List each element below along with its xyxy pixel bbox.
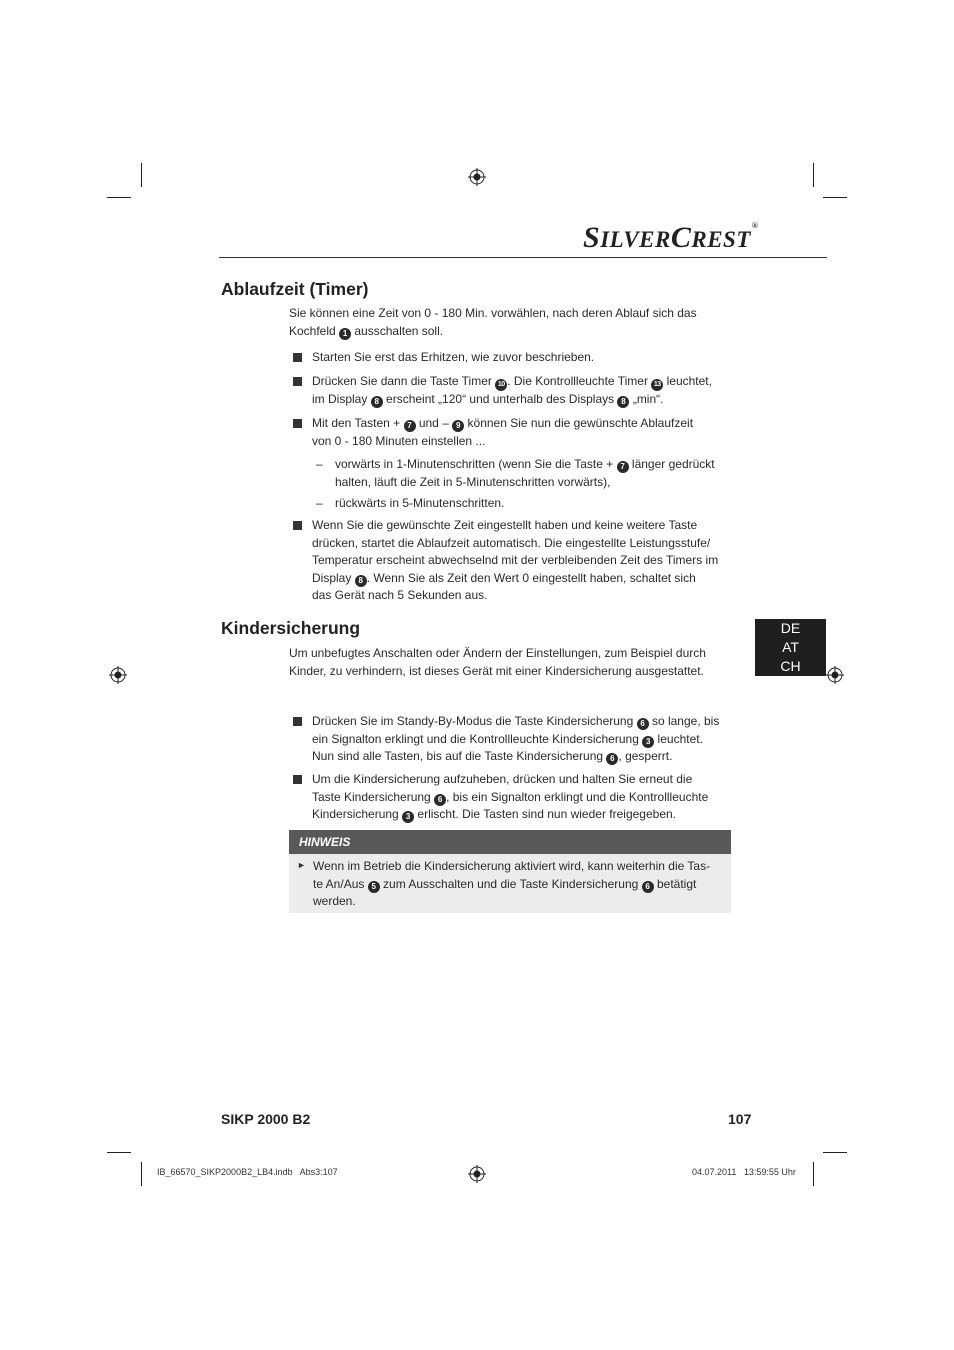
print-slug-date: 04.07.2011 13:59:55 Uhr (692, 1167, 796, 1177)
ref-number-icon: 7 (404, 420, 416, 432)
bullet-item: Starten Sie erst das Erhitzen, wie zuvor beschrieben. (289, 349, 731, 367)
bullet-item: Wenn Sie die gewünschte Zeit eingestellt haben und keine weitere Taste drücken, startet die Ablaufzeit automatisch. Die eingestellte Leistungsstufe/ Temperatur erscheint abwechselnd mit der verbleibenden Zeit des Timers im Display 8 . Wenn Sie als Zeit den Wert 0 eingestellt haben, schaltet sich das Gerät nach 5 Sekunden aus. (289, 517, 731, 605)
footer-model: SIKP 2000 B2 (221, 1111, 311, 1127)
bullet-square-icon (293, 775, 302, 784)
section-heading-timer: Ablaufzeit (Timer) (221, 279, 369, 299)
ref-number-icon: 9 (452, 420, 464, 432)
section-heading-child-lock: Kindersicherung (221, 618, 361, 638)
ref-number-icon: 6 (642, 881, 654, 893)
registration-mark-icon (826, 666, 844, 684)
child-lock-intro: Um unbefugtes Anschalten oder Ändern der Einstellungen, zum Beispiel durch Kinder, zu verhindern, ist dieses Gerät mit einer Kindersicherung ausgestattet. (289, 646, 706, 678)
bullet-item: Um die Kindersicherung aufzuheben, drücken und halten Sie erneut die Taste Kindersicherung 6 , bis ein Signalton erklingt und die Kontrollleuchte Kindersicherung 3 erlischt. Die Tasten sind nun wieder freigegeben. (289, 771, 731, 824)
bullet-square-icon (293, 419, 302, 428)
bullet-square-icon (293, 521, 302, 530)
ref-number-icon: 10 (495, 379, 507, 391)
header-rule (219, 257, 827, 258)
registration-mark-icon (468, 1165, 486, 1183)
bullet-item: Mit den Tasten + 7 und – 9 können Sie nun die gewünschte Ablaufzeit von 0 - 180 Minuten einstellen ... (289, 415, 731, 450)
ref-number-icon: 8 (355, 575, 367, 587)
ref-number-icon: 8 (371, 396, 383, 408)
ref-number-icon: 8 (617, 396, 629, 408)
crop-mark (141, 1162, 142, 1186)
dash-marker: – (316, 496, 323, 510)
bullet-item: Drücken Sie im Standy-By-Modus die Taste Kindersicherung 6 so lange, bis ein Signalton erklingt und die Kontrollleuchte Kindersicherung 3 leuchtet. Nun sind alle Tasten, bis auf die Taste Kindersicherung 6 , gesperrt. (289, 713, 731, 766)
ref-number-icon: 6 (606, 753, 618, 765)
bullet-item: Drücken Sie dann die Taste Timer 10 . Die Kontrollleuchte Timer 13 leuchtet, im Display 8 erscheint „120“ und unterhalb des Displays 8 „min“. (289, 373, 731, 409)
brand-logo: SILVERCREST® (583, 221, 759, 254)
crop-mark (141, 163, 142, 187)
ref-number-icon: 3 (642, 736, 654, 748)
page-number: 107 (728, 1111, 752, 1127)
timer-intro: Sie können eine Zeit von 0 - 180 Min. vorwählen, nach deren Ablauf sich das Kochfeld 1 ausschalten soll. (289, 306, 697, 338)
note-header (289, 830, 731, 854)
registration-mark-icon (468, 168, 486, 186)
crop-mark (813, 163, 814, 187)
crop-mark (813, 1162, 814, 1186)
arrow-right-icon: ► (297, 860, 306, 870)
crop-mark (823, 197, 847, 198)
registration-mark-icon (109, 666, 127, 684)
ref-number-icon: 6 (434, 794, 446, 806)
crop-mark (823, 1152, 847, 1153)
dash-item: – rückwärts in 5-Minutenschritten. (316, 495, 730, 513)
bullet-square-icon (293, 717, 302, 726)
note-body: ► Wenn im Betrieb die Kindersicherung aktiviert wird, kann weiterhin die Tas- te An/Aus 5 zum Ausschalten und die Taste Kindersicherung 6 betätigt werden. (289, 854, 731, 913)
print-slug-file: IB_66570_SIKP2000B2_LB4.indb Abs3:107 (157, 1167, 338, 1177)
dash-marker: – (316, 457, 323, 471)
language-tab: DE AT CH (755, 619, 826, 676)
ref-number-icon: 6 (637, 718, 649, 730)
ref-number-icon: 5 (368, 881, 380, 893)
ref-number-icon: 7 (617, 461, 629, 473)
note-title: HINWEIS (299, 835, 351, 849)
ref-number-icon: 3 (402, 811, 414, 823)
ref-number-icon: 13 (651, 379, 663, 391)
crop-mark (107, 1152, 131, 1153)
crop-mark (107, 197, 131, 198)
bullet-square-icon (293, 377, 302, 386)
dash-item: – vorwärts in 1-Minutenschritten (wenn Sie die Taste + 7 länger gedrückt halten, läuft die Zeit in 5-Minutenschritten vorwärts), (316, 457, 715, 489)
ref-number-icon: 1 (339, 328, 351, 340)
bullet-square-icon (293, 353, 302, 362)
